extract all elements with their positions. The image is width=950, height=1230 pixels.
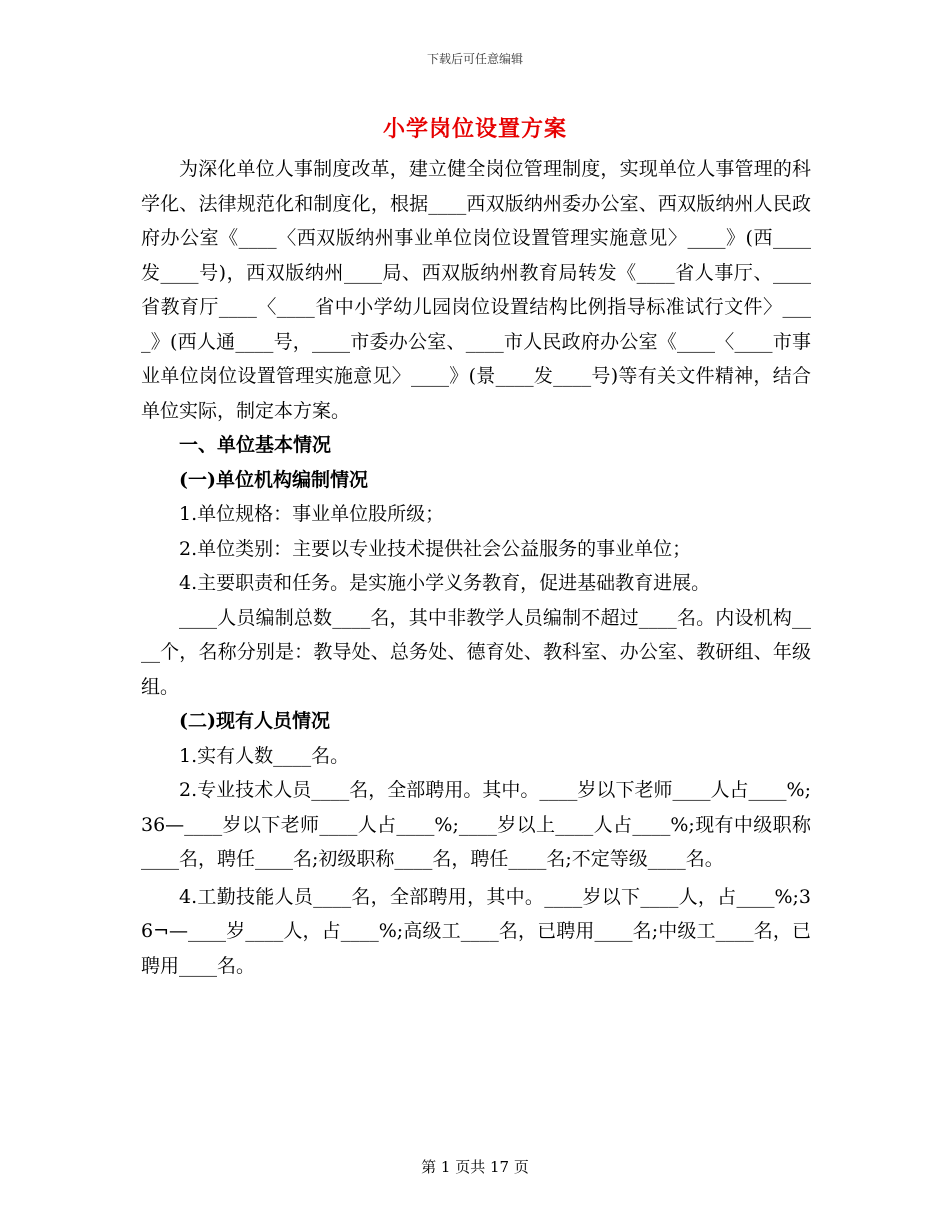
current-staff-item: 1.实有人数____名。: [179, 744, 350, 767]
staffing-item: 2.单位类别：主要以专业技术提供社会公益服务的事业单位；: [179, 537, 692, 560]
current-staff-item: 2.专业技术人员____名，全部聘用。其中。____岁以下老师____人占____%;36—____岁以下老师____人占____%;____岁以上____人占____%;现有中级职称____名，聘任____名;初级职称____名，聘任____名;不定等级____名。: [141, 779, 811, 870]
section-heading-basic-info: 一、单位基本情况: [179, 434, 332, 456]
intro-paragraph: 为深化单位人事制度改革，建立健全岗位管理制度，实现单位人事管理的科学化、法律规范化和制度化，根据____西双版纳州委办公室、西双版纳州人民政府办公室《____〈西双版纳州事业单位岗位设置管理实施意见〉____》(西____发____号)，西双版纳州____局、西双版纳州教育局转发《____省人事厅、____省教育厅____〈____省中小学幼儿园岗位设置结构比例指导标准试行文件〉____》(西人通____号，____市委办公室、____市人民政府办公室《____〈____市事业单位岗位设置管理实施意见〉____》(景____发____号)等有关文件精神，结合单位实际，制定本方案。: [141, 158, 811, 422]
subsection-heading-current-staff: (二)现有人员情况: [179, 710, 330, 732]
page-header: 下载后可任意编辑: [426, 52, 523, 66]
document-title: 小学岗位设置方案: [382, 116, 567, 142]
staffing-item: 1.单位规格：事业单位股所级；: [179, 503, 445, 525]
document-body: [141, 152, 811, 983]
page-footer: 第 1 页共 17 页: [421, 1158, 529, 1176]
subsection-heading-staffing: (一)单位机构编制情况: [179, 468, 368, 491]
current-staff-item: 4.工勤技能人员____名，全部聘用，其中。____岁以下____人，占____%;36¬—____岁____人，占____%;高级工____名，已聘用____名;中级工____名，已聘用____名。: [141, 885, 811, 977]
staffing-item: 4.主要职责和任务。是实施小学义务教育，促进基础教育进展。: [179, 572, 711, 594]
staffing-item: ____人员编制总数____名，其中非教学人员编制不超过____名。内设机构____个，名称分别是：教导处、总务处、德育处、教科室、办公室、教研组、年级组。: [141, 606, 811, 698]
